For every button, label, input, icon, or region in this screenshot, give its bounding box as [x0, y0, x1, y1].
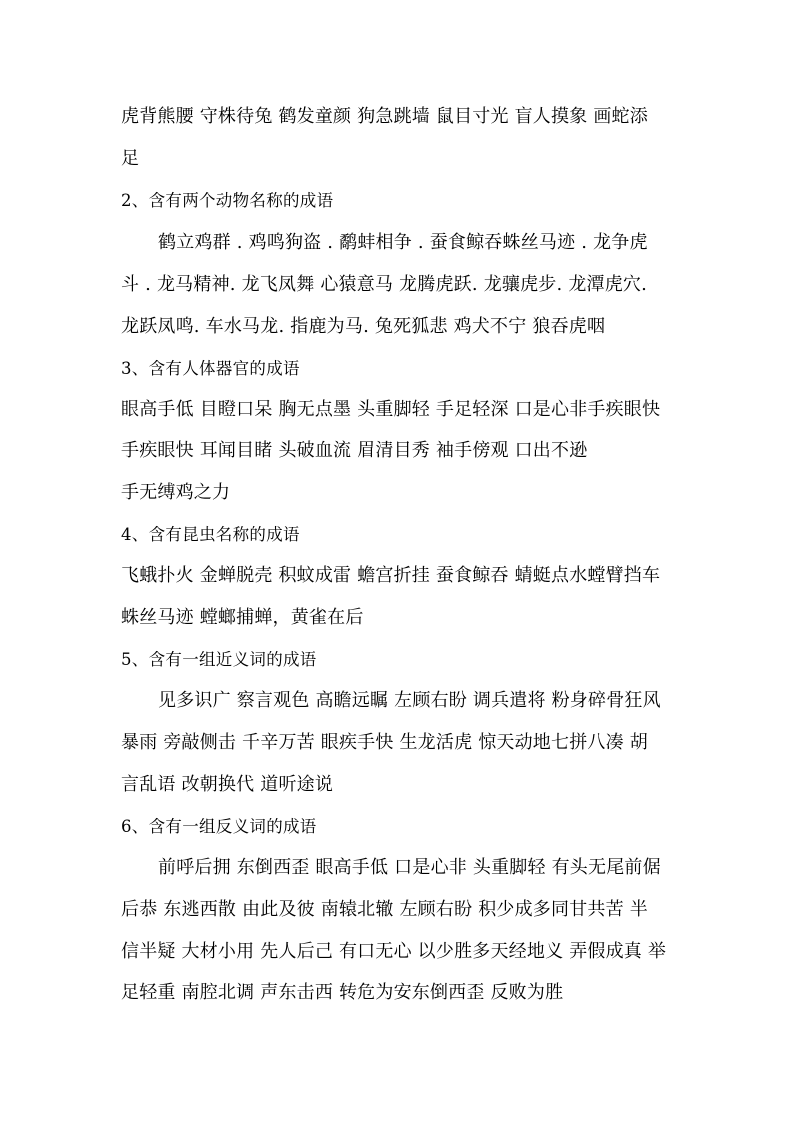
- text-line: 前呼后拥 东倒西歪 眼高手低 口是心非 头重脚轻 有头无尾前倨: [158, 857, 661, 878]
- text-line: 后恭 东逃西散 由此及彼 南辕北辙 左顾右盼 积少成多同甘共苦 半: [121, 899, 648, 920]
- section-heading: 4、含有昆虫名称的成语: [121, 525, 300, 544]
- text-line: 见多识广 察言观色 高瞻远瞩 左顾右盼 调兵遣将 粉身碎骨狂风: [158, 690, 661, 711]
- text-line: 蛛丝马迹 螳螂捕蝉，黄雀在后: [121, 607, 364, 628]
- section-heading: 6、含有一组反义词的成语: [121, 817, 317, 836]
- text-line: 信半疑 大材小用 先人后己 有口无心 以少胜多天经地义 弄假成真 举: [121, 941, 667, 962]
- section-heading: 3、含有人体器官的成语: [121, 359, 300, 378]
- text-line: 手疾眼快 耳闻目睹 头破血流 眉清目秀 袖手傍观 口出不逊: [121, 440, 588, 461]
- text-line: 斗 . 龙马精神. 龙飞凤舞 心猿意马 龙腾虎跃. 龙骧虎步. 龙潭虎穴.: [121, 274, 648, 295]
- text-line: 手无缚鸡之力: [121, 482, 231, 503]
- text-line: 虎背熊腰 守株待兔 鹤发童颜 狗急跳墙 鼠目寸光 盲人摸象 画蛇添: [121, 106, 648, 127]
- text-line: 暴雨 旁敲侧击 千辛万苦 眼疾手快 生龙活虎 惊天动地七拼八凑 胡: [121, 732, 648, 753]
- section-heading: 5、含有一组近义词的成语: [121, 650, 317, 669]
- text-line: 足: [121, 148, 140, 169]
- section-heading: 2、含有两个动物名称的成语: [121, 191, 334, 210]
- text-line: 飞蛾扑火 金蝉脱壳 积蚊成雷 蟾宫折挂 蚕食鲸吞 蜻蜓点水螳臂挡车: [121, 565, 661, 586]
- text-line: 鹤立鸡群 . 鸡鸣狗盗 . 鹬蚌相争 . 蚕食鲸吞蛛丝马迹 . 龙争虎: [158, 232, 648, 253]
- text-line: 眼高手低 目瞪口呆 胸无点墨 头重脚轻 手足轻深 口是心非手疾眼快: [121, 399, 661, 420]
- text-line: 龙跃凤鸣. 车水马龙. 指鹿为马. 兔死狐悲 鸡犬不宁 狼吞虎咽: [121, 316, 606, 337]
- text-line: 言乱语 改朝换代 道听途说: [121, 774, 334, 795]
- text-line: 足轻重 南腔北调 声东击西 转危为安东倒西歪 反败为胜: [121, 982, 564, 1003]
